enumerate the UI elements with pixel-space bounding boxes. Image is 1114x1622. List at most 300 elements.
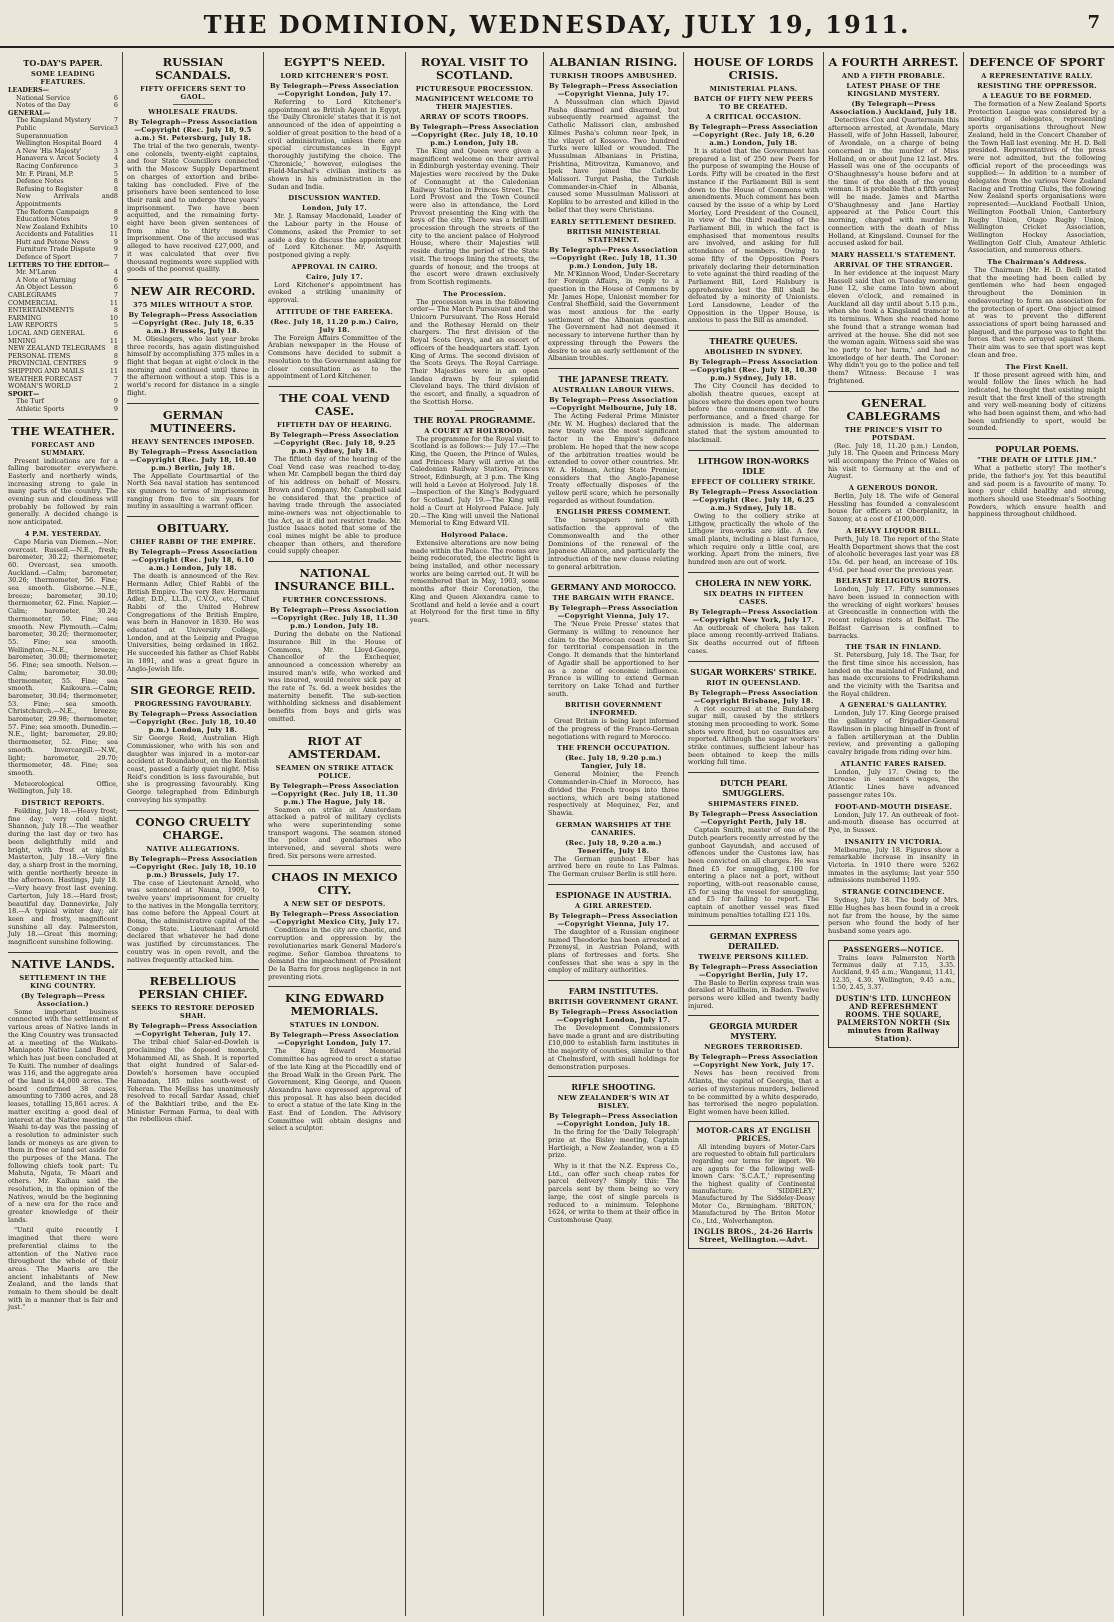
lithgow-sub: EFFECT OF COLLIERY STRIKE. — [691, 477, 816, 486]
egypt-source: By Telegraph—Press Association—Copyright London, July 17. — [270, 82, 399, 98]
cablegrams-title: GENERAL CABLEGRAMS — [846, 395, 941, 423]
index-item-page: 9 — [113, 215, 118, 224]
column-8 — [964, 54, 1110, 1614]
reid-sub: PROGRESSING FAVOURABLY. — [134, 700, 252, 709]
persian-body: The tribal chief Salar-ed-Dowleh is proclaiming the deposed monarch, Mohammed Ali, as Shah. It is reported that eight hundred of Salar-ed-Dowleh's horsemen have occupied Hamadan, 185 miles south-west of Teheran. The Mejliss has unanimously resolved to recall Sardar Assad, chief of the Bakhtiari tribe, and the Ex-Minister Ferman Farma, to deal with the rebellious chief. — [127, 1038, 259, 1124]
index-item-label: MINING — [8, 336, 36, 345]
index-item-label: NEW ZEALAND TELEGRAMS — [8, 344, 106, 353]
index-item-label: Hutt and Petone News — [16, 237, 90, 246]
cholera-source: By Telegraph—Press Association—Copyright New York, July 17. — [689, 607, 818, 624]
index-list — [8, 87, 118, 414]
cholera-body: An outbreak of cholera has taken place among recently-arrived Italians. Six deaths occurred out of fifteen cases. — [688, 623, 819, 655]
congo-body: The case of Lieutenant Arnold, who was sentenced at Nauna, 1909, to twelve years' imprisonment for cruelty to the natives in the Mongalla territory, has come before the Appeal Court at Boma, the administrative capital of the Congo State. Lieutenant Arnold declared that whatever he had done was justified by circumstances. The country was in open revolt, and the natives frequently attacked him. — [127, 878, 259, 964]
cairo-source: Cairo, July 17. — [305, 272, 363, 281]
index-item — [8, 406, 118, 414]
index-section-heading: SPORT— — [8, 389, 40, 398]
lithgow-title: LITHGOW IRON-WORKS IDLE — [697, 455, 810, 476]
dutch-source: By Telegraph—Press Association—Copyright Perth, July 18. — [689, 810, 818, 827]
amsterdam-sub: SEAMEN ON STRIKE ATTACK POLICE. — [275, 763, 394, 780]
index-item-label: ENTERTAINMENTS — [8, 306, 74, 315]
royal-sub1: PICTURESQUE PROCESSION. — [415, 85, 534, 93]
royal-sub2: MAGNIFICENT WELCOME TO THEIR MAJESTIES. — [415, 95, 534, 111]
georgia-source: By Telegraph—Press Association—Copyright New York, July 17. — [689, 1053, 818, 1070]
warships-title: GERMAN WARSHIPS AT THE CANARIES. — [555, 820, 672, 837]
rifle-source: By Telegraph—Press Association—Copyright London, July 18. — [549, 1112, 678, 1129]
motor-advert — [688, 1121, 819, 1249]
index-item-page: 11 — [109, 366, 118, 375]
fourth-title: A FOURTH ARREST. — [828, 55, 959, 69]
dutch-title: DUTCH PEARL SMUGGLERS. — [719, 778, 788, 799]
japanese-body: The Acting Federal Prime Minister (Mr. W. M. Hughes) declared that the new treaty was the most significant factor in the Empire's defence problem. He hoped that the new scope of the arbitration treaties would be extended to cover other countries. Mr. W. A. Holman, Acting State Premier, considers that the Anglo-Japanese Treaty effectually disposes of the yellow peril scare, which he personally regarded as without foundation. — [548, 411, 679, 505]
warships-source: (Rec. July 18, 9.20 a.m.) Teneriffe, July 18. — [565, 838, 662, 855]
albanian-sub: TURKISH TROOPS AMBUSHED. — [550, 72, 677, 80]
index-item-label: The Turf — [16, 397, 44, 406]
index-item-page: 8 — [113, 344, 118, 353]
cablegram-heading: FOOT-AND-MOUTH DISEASE. — [834, 802, 953, 811]
russian-body: The trial of the two generals, twenty-one colonels, twenty-eight captains, and four State Councillors connected with the Moscow Supply Department on charges of extortion and bribe-taking has concluded. Five of the prisoners have been sentenced to lose their rank and to undergo three years' imprisonment. Two have been acquitted, and the remaining forty-eight have been given sentences of from nine to thirty months' imprisonment. One of the accused was alleged to have received £27,000, and it was calculated that over five thousand regiments were supplied with goods of the poorest quality. — [127, 142, 259, 274]
persian-source: By Telegraph—Press Association—Copyright Teheran, July 17. — [128, 1022, 258, 1039]
royal-proc: The procession was in the following order— The March Pursuivant and the Unicorn Pursuivant. The Ross Herald and the Rothesay Herald on their chargers. The first division of the Royal Scots Greys, and an escort of officers of the headquarters staff. Lyon King of Arms. The second division of the Scots Greys. The Royal Carriage. Their Majesties were in an open landau drawn by four splendid Cleveland bays. The third division of the escort, and finally, a squadron of the Scottish Horse. — [410, 297, 539, 406]
cablegram-heading: ATLANTIC FARES RAISED. — [840, 759, 947, 768]
column-3 — [264, 54, 405, 1614]
passengers-title: PASSENGERS—NOTICE. — [843, 944, 944, 954]
defence-chairman-head: The Chairman's Address. — [987, 258, 1087, 267]
cablegram-body: London, July 17. Owing to the increase in seamen's wages, the Atlantic Lines have advanced passenger rates 10s. — [828, 767, 959, 799]
egypt-title: EGYPT'S NEED. — [283, 55, 386, 69]
fareeka-body: The Foreign Affairs Committee of the Arabian newspaper in the House of Commons have decided to submit a resolution to the Government asking for closer consultation as to the appointment of Lord Kitchener. — [268, 333, 401, 381]
air-title: NEW AIR RECORD. — [130, 283, 256, 298]
passengers-body: Trains leave Palmerston North Terminus daily at 7.15, 3.35. Auckland, 9.45 a.m.; Wanganui, 11.41, 12.35, 4.30. Wellington, 9.45 a.m., 1.50, 2.45, 3.37. — [832, 954, 955, 992]
amsterdam-body: Seamen on strike at Amsterdam attacked a patrol of military cyclists who were superintending some transport wagons. The seamen stoned the police and gendarmes who intervened, and several shots were fired. Six persons were arrested. — [268, 805, 401, 860]
index-item-label: Mr. M'Laren — [16, 268, 57, 277]
theatre-source: By Telegraph—Press Association—Copyright (Rec. July 18, 10.30 p.m.) Sydney, July 18. — [689, 358, 818, 383]
cablegram-body: London, July 17. An outbreak of foot-and-mouth disease has occurred at Pye, in Sussex. — [828, 810, 959, 834]
motor-body: All intending buyers of Motor-Cars are requested to obtain full particulars regarding our terms for import. We are agents for the following well-known Cars: 'S.C.A.T.,' representing the highest quality of Continental manufacture. 'SIDDELEY,' Manufactured by The Siddeley-Deasy Motor Co., Birmingham. 'BRITON,' Manufactured by The Briton Motor Co., Ltd., Wolverhampton. — [692, 1143, 815, 1225]
insurance-sub: FURTHER CONCESSIONS. — [282, 596, 387, 605]
air-body: M. Olieslagers, who last year broke three records, has again distinguished himself by accomplishing 375 miles in a flight that began at eight o'clock in the morning and continued until three in the afternoon without a stop. This is a world's record for distance in a single flight. — [127, 334, 259, 397]
mutineers-source: By Telegraph—Press Association—Copyright (Rec. July 18, 10.40 p.m.) Berlin, July 18. — [128, 447, 258, 472]
district-head: DISTRICT REPORTS. — [21, 799, 105, 808]
mexico-sub: A NEW SET OF DESPOTS. — [283, 900, 386, 909]
index-item-page: 9 — [113, 359, 118, 368]
index-item-page: 7 — [113, 253, 118, 262]
air-source: By Telegraph—Press Association—Copyright (Rec. July 18, 6.35 a.m.) Brussels, July 18. — [128, 310, 258, 335]
fourth-source: (By Telegraph—Press Association.) Auckland, July 18. — [829, 100, 958, 116]
index-subtitle: SOME LEADING FEATURES. — [31, 70, 95, 86]
royal-prog-sub: A COURT AT HOLYROOD. — [424, 426, 525, 435]
column-6 — [684, 54, 823, 1614]
index-item-label: CABLEGRAMS — [8, 291, 57, 300]
weather-report: Cape Maria van Diemen.—Nor. overcast. Russell.—N.E., fresh; barometer, 30.22; thermometer, 60. Overcast, sea smooth. Auckland.—Calm; barometer, 30.26; thermometer, 56. Fine; sea smooth. Gisborne.—N.E., breeze; barometer, 30.10; thermometer, 62. Fine. Napier.—Calm; barometer, 30.24; thermometer, 59. Fine; sea smooth. New Plymouth.—Calm; barometer, 30.20; thermometer, 55. Fine; sea smooth. Wellington.—N.E., breeze; barometer, 30.08; thermometer, 56. Fine; sea smooth. Nelson.—Calm; barometer, 30.00; thermometer, 55. Fine; sea smooth. Kaikoura.—Calm; barometer, 30.04; thermometer, 53. Fine; sea smooth. Christchurch.—N.E., breeze; barometer, 29.98; thermometer, 57. Fine; sea smooth. Dunedin.—N.E., light; barometer, 29.80; thermometer, 52. Fine; sea smooth. Invercargill.—N.W., light; barometer, 29.70; thermometer, 48. Fine; sea smooth. — [8, 537, 118, 777]
espionage-body: The daughter of a Russian engineer named Theodorke has been arrested at Przemysl, in Austrian Poland, with plans of fortresses and forts. She confesses that she was a spy in the employ of military authorities. — [548, 927, 679, 975]
express-source: By Telegraph—Press Association—Copyright Berlin, July 17. — [689, 962, 818, 979]
defence-sub1: A REPRESENTATIVE RALLY. — [981, 72, 1093, 80]
index-item-page: 6 — [113, 283, 118, 292]
poem-body: What a pathetic story! The mother's pride, the father's joy. Yet this beautiful and sad poem is a favourite of many. To keep your child healthy and strong, mothers should use Steedman's Soothing Powders, which ensure health and happiness throughout childhood. — [968, 464, 1106, 519]
index-item-label: COMMERCIAL — [8, 298, 57, 307]
insurance-body: During the debate on the National Insurance Bill in the House of Commons, Mr. Lloyd-George, Chancellor of the Exchequer, announced a concession whereby an insured man's wife, who worked and was insured, would receive sick pay at the rate of 7s. 6d. a week besides the maternity benefit. The sub-section withholding sickness and disablement benefits from boys and girls was omitted. — [268, 630, 401, 723]
index-item-page: 8 — [113, 184, 118, 193]
farm-title: FARM INSTITUTES. — [568, 986, 659, 997]
index-item-label: WEATHER FORECAST — [8, 374, 83, 383]
weather-title: THE WEATHER. — [11, 423, 115, 438]
weather-report-head: 4 P.M. YESTERDAY. — [24, 529, 102, 538]
index-item-label: Notes of the Day — [16, 101, 71, 110]
french-body: General Moinier, the French Commander-in-Chief in Morocco, has divided the French troops into three sections, which are being stationed respectively at Mequinez, Fez, and Shawia. — [548, 770, 679, 817]
insurance-title: NATIONAL INSURANCE BILL. — [274, 566, 395, 594]
cairo-body: Lord Kitchener's appointment has evoked a striking unanimity of approval. — [268, 280, 401, 305]
amsterdam-title: RIOT AT AMSTERDAM. — [288, 733, 381, 761]
fourth-arr-head: ARRIVAL OF THE STRANGER. — [834, 260, 953, 269]
edward-title: KING EDWARD MEMORIALS. — [284, 991, 385, 1019]
persian-title: REBELLIOUS PERSIAN CHIEF. — [138, 974, 248, 1002]
cablegram-body: London, July 17. Fifty summonses have been issued in connection with the wrecking of eight workers' houses at Greencastle in connection with the recent religious riots at Belfast. The Belfast Garrison is confined to barracks. — [828, 585, 959, 640]
cablegram-heading: THE PRINCE'S VISIT TO POTSDAM. — [844, 425, 943, 442]
index-item-page: 9 — [113, 404, 118, 413]
japanese-sub: AUSTRALIAN LABOUR VIEWS. — [552, 385, 675, 394]
page-number: 7 — [1087, 12, 1100, 33]
index-item-page: 6 — [113, 101, 118, 110]
index-item-page: 11 — [109, 230, 118, 239]
express-body: The Basle to Berlin express train was derailed at Mullheim, in Baden. Twelve persons were killed and twenty badly injured. — [688, 978, 819, 1010]
cablegram-body: Berlin, July 18. The wife of General Hessling has founded a convalescent house for officers at Oberplanitz, in Saxony, at a cost of £100,000. — [828, 492, 959, 524]
index-item-label: LOCAL AND GENERAL — [8, 329, 85, 337]
index-item-label: Public Service Superannuation — [16, 123, 114, 140]
index-item-label: SHIPPING AND MAILS — [8, 366, 84, 375]
sugar-sub: RIOT IN QUEENSLAND. — [706, 678, 801, 687]
index-item-label: Athletic Sports — [16, 404, 65, 413]
cablegram-heading: THE TSAR IN FINLAND. — [845, 643, 942, 652]
index-item-page: 6 — [113, 329, 118, 337]
mexico-title: CHAOS IN MEXICO CITY. — [271, 870, 398, 898]
lords-sub2: BATCH OF FIFTY NEW PEERS TO BE CREATED. — [693, 95, 814, 111]
mutineers-body: The Appellate Courtmartial of the North Sea naval station has sentenced six gunners to terms of imprisonment ranging from five to six years for mutiny in assaulting a warrant officer. — [127, 471, 259, 511]
motor-signature: INGLIS BROS., 24-26 Harris Street, Wellington.—Advt. — [693, 1227, 814, 1245]
japanese-title: THE JAPANESE TREATY. — [558, 373, 669, 384]
dutch-sub: SHIPMASTERS FINED. — [708, 800, 799, 809]
index-section-heading: LETTERS TO THE EDITOR— — [8, 260, 110, 269]
fourth-body: Detectives Cox and Quartermain this afternoon arrested, at Avondale, Mary Hassell, wife of John Hassell, labourer, of Avondale, on a charge of being concerned in the murder of Miss Holland, on or about June 12 last. Mrs. Hassell was one of the occupants of O'Shaughnessy's house before and at the time of the death of the young woman. It is probable that a fifth arrest will be made. James and Martha O'Shaughnessy and Jane Hartley appeared at the Police Court this morning, charged with murder in connection with the death of Miss Holland, at Kingsland. Counsel for the accused asked for bail. — [828, 116, 959, 248]
index-item-page: 6 — [113, 275, 118, 284]
index-item-label: An Object Lesson — [16, 283, 73, 292]
espionage-source: By Telegraph—Press Association—Copyright Vienna, July 17. — [549, 911, 678, 928]
index-item-page: 10 — [109, 313, 118, 322]
index-section-heading: GENERAL— — [8, 108, 51, 117]
cablegram-body: (Rec. July 18, 11.20 p.m.) London, July 18. The Queen and Princess Mary will accompany the Prince of Wales on his visit to Germany at the end of August. — [828, 441, 959, 481]
japanese-source: By Telegraph—Press Association—Copyright Melbourne, July 18. — [549, 395, 678, 412]
georgia-sub: NEGROES TERRORISED. — [704, 1043, 803, 1052]
index-section-heading: LEADERS— — [8, 86, 50, 94]
edward-sub: STATUES IN LONDON. — [289, 1021, 380, 1030]
index-item-page: 5 — [113, 321, 118, 330]
settlement-body: Mr. M'Kinnon Wood, Under-Secretary for Foreign Affairs, in reply to a question in the House of Commons by Mr. James Hope, Unionist member for Central Sheffield, said the Government was most anxious for the early settlement of the Albanian question. The Government had not deemed it necessary to intervene further than by expressing through the Powers the desire to see an early settlement of the Albanian troubles. — [548, 269, 679, 363]
morocco-title: GERMANY AND MOROCCO. — [550, 582, 677, 593]
congo-sub: NATIVE ALLEGATIONS. — [146, 844, 240, 853]
sugar-source: By Telegraph—Press Association—Copyright Brisbane, July 18. — [689, 688, 818, 705]
column-5 — [544, 54, 683, 1614]
index-item-label: The Kingsland Mystery — [16, 116, 92, 125]
albanian-title: ALBANIAN RISING. — [549, 55, 678, 69]
obituary-title: OBITUARY. — [156, 521, 230, 536]
lithgow-body: Owing to the colliery strike at Lithgow, practically the whole of the Lithgow iron-works are idle. A few small plants, including a blast furnace, which require only a little coal, are working. Apart from the miners, five hundred men are out of work. — [688, 511, 819, 567]
index-item-page: 4 — [113, 154, 118, 163]
index-item-label: National Service — [16, 93, 71, 102]
russian-source: By Telegraph—Press Association—Copyright (Rec. July 18, 9.5 a.m.) St. Petersburg, July 18. — [128, 118, 258, 142]
defence-sub3: A LEAGUE TO BE FORMED. — [982, 92, 1092, 100]
georgia-title: GEORGIA MURDER MYSTERY. — [709, 1021, 798, 1042]
theatre-body: The City Council has decided to abolish theatre queues, except at places where the doors open two hours before the commencement of the performance, and a fixed charge for admission is made. The alderman stated that the system amounted to blackmail. — [688, 382, 819, 445]
obituary-sub: CHIEF RABBI OF THE EMPIRE. — [130, 538, 256, 547]
native-subtitle: SETTLEMENT IN THE KING COUNTRY. — [19, 973, 107, 990]
defence-first: If those present agreed with him, and would follow the lines which he had indicated, he thought that existing might result that the first knell of the strength and very well-meaning body of citizens who had been against them, and who had been unfriendly to sport, would be sounded. — [968, 370, 1106, 433]
rifle-title: RIFLE SHOOTING. — [571, 1082, 656, 1093]
index-item-page: 3 — [113, 123, 118, 132]
espionage-title: ESPIONAGE IN AUSTRIA. — [555, 889, 672, 900]
passengers-advert — [828, 940, 959, 1048]
egypt-sub: LORD KITCHENER'S POST. — [280, 72, 389, 80]
poems-title: POPULAR POEMS. — [995, 444, 1079, 455]
fourth-sub1: AND A FIFTH PROBABLE. — [841, 72, 946, 80]
native-foot: "Until quite recently I imagined that there were preferential claims to the attention of the Native race throughout the whole of their areas. The Maoris are the ancient inhabitants of New Zealand, and the lands that remain to them should be dealt with in a manner that is fair and just." — [8, 1226, 118, 1312]
index-item-page: 9 — [113, 245, 118, 254]
index-item-label: FARMING — [8, 313, 42, 322]
congo-title: CONGO CRUELTY CHARGE. — [135, 814, 251, 842]
morocco-govt-head: BRITISH GOVERNMENT INFORMED. — [565, 701, 662, 718]
index-item-page: 8 — [113, 207, 118, 216]
cablegram-body: St. Petersburg, July 18. The Tsar, for the first time since his accession, has landed on the mainland of Finland, and has made excursions to Fredrikshamn and the vicinity with the Tsaritsa and the Royal children. — [828, 651, 959, 698]
native-body: Some important business connected with the settlement of various areas of Native lands in the King Country was transacted at a meeting of the Waikato-Maniapoto Native Land Board, which has just been concluded at Te Kuiti. The number of dealings was 116, and the aggregate area of the land is 44,000 acres. The board confirmed 38 cases, amounting to 7300 acres, and 28 leases, totalling 15,861 acres. A matter exciting a good deal of interest at the Native meeting at Waahi to-day was the passing of a resolution to administer such lands or moneys as are given to them in free or land set aside for the purposes of the Mana. The following chiefs took part: Tu Mahuta, Ngata, Te Maari and others. Mr. Kaihau said the resolution, in the opinion of the Natives, would be the beginning of a new era for the race and greater knowledge of their lands. — [8, 1007, 118, 1224]
espionage-sub: A GIRL ARRESTED. — [575, 901, 652, 910]
cablegram-body: Sydney, July 18. The body of Mrs. Ellie Hughes has been found in a creek not far from the house, by the same person who found the body of her husband some years ago. — [828, 896, 959, 935]
index-item-label: LAW REPORTS — [8, 321, 58, 330]
morocco-govt: Great Britain is being kept informed of the progress of the Franco-German negotiations with regard to Morocco. — [548, 717, 679, 741]
index-title: TO-DAY'S PAPER. — [23, 58, 103, 68]
defence-first-head: The First Knell. — [1005, 362, 1069, 371]
fourth-arr: In her evidence at the inquest Mary Hassell said that on Tuesday morning, June 12, she came into town about eleven o'clock, and remained in Auckland all day until about 5.15 p.m., when she took a Kingsland tramcar to its terminus. When she reached home she found that a strange woman had arrived at the house. She did not see the woman again. Witness said she was 'no party to her harm,' and had no knowledge of her death. The Coroner: Why didn't you go to the police and tell them? Witness: Because I was frightened. — [828, 268, 959, 385]
rifle-body: In the firing for the 'Daily Telegraph' prize at the Bisley meeting, Captain Hartleigh, a New Zealander, won a £5 prize. — [548, 1128, 679, 1160]
royal-sub3: ARRAY OF SCOTS TROOPS. — [420, 113, 529, 121]
amsterdam-source: By Telegraph—Press Association—Copyright (Rec. July 18, 11.30 p.m.) The Hague, July 18. — [270, 781, 399, 806]
royal-hol: Extensive alterations are now being made within the Palace. The rooms are being redecorated, the electric light is being installed, and other necessary works are being carried out. It will be remembered that in May, 1903, some months after their Coronation, the King and Queen Alexandra came to Scotland and held a levée and a court at Holyrood for the first time in fifty years. — [410, 538, 539, 624]
defence-sub2: RESISTING THE OPPRESSOR. — [977, 82, 1097, 90]
morocco-body: The 'Neue Freie Presse' states that Germany is willing to renounce her claim to the Moroccan coast in return for territorial compensation in the Congo. It demands that the hinterland of Agadir shall be apportioned to her as a zone of economic influence. France is willing to extend German territory on Lake Tchad and further south. — [548, 620, 679, 698]
lords-body: It is stated that the Government has prepared a list of 250 new Peers for the purpose of swamping the House of Lords. Fifty will be created in the first instance if the Parliament Bill is sent down to the House of Commons with amendments. Much comment has been caused by the issue of a whip by Lord Morley, Lord President of the Council, in view of the third reading of the Parliament Bill, in which the fact is emphasised that momentous results are involved, and asking for full attendance of members. Owing to some fifty of the Opposition Peers privately declaring their determination to vote against the third reading of the Parliament Bill, Lord Halsbury is apprehensive lest the Bill shall be defeated by a minority of Unionists. Lord Lansdowne, Leader of the Opposition in the Upper House, is anxious to pass the Bill as amended. — [688, 147, 819, 325]
masthead — [0, 8, 1114, 48]
discussion-title: DISCUSSION WANTED. — [288, 194, 381, 203]
royal-source: By Telegraph—Press Association—Copyright (Rec. July 18, 10.10 p.m.) London, July 18. — [410, 123, 539, 147]
index-item-label: Wellington Hospital Board — [16, 139, 102, 148]
index-item — [8, 125, 118, 140]
cablegram-heading: A GENERAL'S GALLANTRY. — [839, 701, 948, 710]
index-item-label: Furniture Trade Dispute — [16, 245, 96, 254]
rifle-sub: NEW ZEALANDER'S WIN AT BISLEY. — [557, 1094, 670, 1111]
dutch-body: Captain Smith, master of one of the Dutch pearlers recently arrested by the gunboat Gayundah, and accused of offences under the Customs law, has been convicted on all charges. He was fined £5 for smuggling, £100 for entering a place not a port, without reporting, with-out reasonable cause, £5 for using the vessel for smuggling, and £5 for failing to report. The captain of another vessel was fixed minimum penalties totalling £21 10s. — [688, 826, 819, 919]
russian-sub1: FIFTY OFFICERS SENT TO GAOL. — [140, 85, 246, 101]
persian-sub: SEEKS TO RESTORE DEPOSED SHAH. — [131, 1004, 255, 1021]
index-item-label: WOMAN'S WORLD — [8, 382, 71, 391]
index-item-page: 5 — [113, 169, 118, 178]
obituary-source: By Telegraph—Press Association—Copyright (Rec. July 18, 6.10 a.m.) London, July 18. — [128, 548, 258, 573]
farm-body: The Development Commissioners have made a grant and are distributing £10,000 to establish farm institutes in the majority of counties, similar to that at Chelmsford, with small holdings for demonstration purposes. — [548, 1024, 679, 1071]
native-title: NATIVE LANDS. — [11, 956, 115, 971]
weather-body: Present indications are for a falling barometer everywhere. Easterly and northerly winds, increasing strong to gale in many parts of the country. The evening sun and cloudiness will probably be followed by rain generally. A decided change is now anticipated. — [8, 456, 118, 527]
weather-met: Meteorological Office, Wellington, July 18. — [8, 779, 118, 796]
discussion-body: Mr. J. Ramsay Macdonald, Leader of the Labour party in the House of Commons, asked the Premier to set aside a day to discuss the appointment of Lord Kitchener. Mr. Asquith postponed giving a reply. — [268, 212, 401, 259]
warships-body: The German gunboat Eber has arrived here en route to Las Palmas. The German cruiser Berlin is still here. — [548, 854, 679, 879]
georgia-body: News has been received from Atlanta, the capital of Georgia, that a series of mysterious murders, believed to be committed by a white desperado, has terrorised the negro population. Eight women have been killed. — [688, 1069, 819, 1116]
reid-source: By Telegraph—Press Association—Copyright (Rec. July 18, 10.40 p.m.) London, July 18. — [128, 710, 258, 735]
fourth-sub3: MARY HASSELL'S STATEMENT. — [831, 250, 956, 259]
edward-body: The King Edward Memorial Committee has agreed to erect a statue of the late King at the Piccadilly end of the Broad Walk in the Green Park. The Government, King George, and Queen Alexandra have expressed approval of this proposal. It has also been decided to erect a statue of the late King in the East End of London. The Advisory Committee will obtain designs and select a sculptor. — [268, 1047, 401, 1133]
rifle-foot: Why is it that the N.Z. Express Co., Ltd., can offer such cheap rates for parcel delivery? Simply this: The parcels sent by them being so very large, the cost of single parcels is reduced to a minimum. Telephone 1624, or write to them at their office in Customhouse Quay. — [548, 1162, 679, 1224]
mutineers-title: GERMAN MUTINEERS. — [149, 407, 237, 435]
egypt-body: Referring to Lord Kitchener's appointment as British Agent in Egypt, the 'Daily Chronicle' states that it is not announced of the idea of appointing a soldier of great position to the head of a civil administration, unless there are special circumstances in Egypt thoroughly justifying the choice. The 'Chronicle,' however, eulogises the Field-Marshal's civilian instincts as shown in his administration in the Sudan and India. — [268, 98, 401, 191]
fareeka-title: ATTITUDE OF THE FAREEKA. — [275, 307, 394, 316]
index-item-label: Refusing to Register — [16, 184, 83, 193]
cablegram-body: London, July 17. King George praised the gallantry of Brigadier-General Rawlinson in placing himself in front of a fallen artilleryman at the Dublin review, and preventing a galloping cavalry brigade from riding over him. — [828, 709, 959, 756]
settlement-sub: BRITISH MINISTERIAL STATEMENT. — [566, 227, 661, 244]
index-item-label: The Reform Campaign — [16, 207, 90, 216]
district-reports: Feilding, July 18.—Heavy frost; fine day; very cold night. Shannon, July 18.—The weather during the last day or two has been delightfully mild and bright, with frost at nights. Masterton, July 18.—Very fine day, a sharp frost in the morning, with gentle northerly breeze in the afternoon. Hastings, July 18.—Very heavy frost last evening. Carterton, July 18.—Hard frost; beautiful day. Dannevirke, July 18.—A typical winter day; air keen and frosty, magnificent sunshine all day. Palmerston, July 18.—Great this morning; magnificent sunshine following. — [8, 807, 118, 947]
cablegram-heading: STRANGE COINCIDENCE. — [841, 888, 946, 897]
mutineers-sub: HEAVY SENTENCES IMPOSED. — [131, 437, 255, 446]
defence-chairman: The Chairman (Mr. H. D. Bell) stated that the meeting had been called by gentlemen who had been engaged throughout the Dominion in endeavouring to form an association for the protection of sport. One object aimed at was to prevent the different associations of sport being harassed and plagued, and the purpose was to fight the forces that were arrayed against them. Their aim was to see that sport was kept clean and free. — [968, 266, 1106, 359]
column-1 — [4, 54, 122, 1614]
french-source: (Rec. July 18, 9.20 p.m.) Tangier, July 18. — [565, 754, 662, 771]
index-item-page: 7 — [113, 291, 118, 300]
vend-body: The fiftieth day of the hearing of the Coal Vend case was reached to-day, when Mr. Campbell began the third day of his address on behalf of Messrs. Brown and Company. Mr. Campbell said he considered that the practice of having trade through the associated mine-owners was not objectionable to the Act, as it did not restrict trade. Mr. Justice Isaacs noted that some of the coal mines might be able to produce cheaper than others, and therefore could supply cheaper. — [268, 454, 401, 556]
index-item-page: 9 — [113, 237, 118, 246]
index-item-page: 11 — [109, 298, 118, 307]
cablegram-heading: INSANITY IN VICTORIA. — [844, 837, 943, 846]
morocco-source: By Telegraph—Press Association—Copyright Vienna, July 17. — [549, 604, 678, 621]
albanian-body: A Mussulman clan which Djavid Pasha disarmed and disarmed, but subsequently rearmed against the Catholic Malissori clan, ambushed Kilmes Pasha's column near Ipek, in the vilayet of Kossovo. Two hundred Turks were killed or wounded. The Mussulman Albanians in Pristina, Prishtina, Mitrovitza, Kumanovo, and Ipek have joined the Catholic Malissori. Turgut Pasha, the Turkish Commander-in-Chief in Albania, caused some Mussulman Malissori at Kopliku to be arrested and killed in the belief that they were Christians. — [548, 98, 679, 214]
royal-prog-head: THE ROYAL PROGRAMME. — [413, 414, 536, 425]
index-item-page: 4 — [113, 268, 118, 277]
cholera-title: CHOLERA IN NEW YORK. — [695, 577, 812, 588]
index-item-page: 8 — [113, 306, 118, 315]
index-item-page: 6 — [113, 93, 118, 102]
congo-source: By Telegraph—Press Association—Copyright (Rec. July 18, 10.10 p.m.) Brussels, July 17. — [128, 854, 258, 879]
japanese-press: The newspapers note with satisfaction the approval of the Commonwealth and the other Dominions of the renewal of the Japanese Alliance, and particularly the introduction of the new clause relating to general arbitration. — [548, 516, 679, 571]
lords-title: HOUSE OF LORDS CRISIS. — [693, 55, 814, 82]
index-item-page: 10 — [109, 222, 118, 231]
royal-prog: The programme for the Royal visit to Scotland is as follows:— July 17.—The King, the Queen, the Prince of Wales, and Princess Mary will arrive at the Caledonian Railway Station, Princes Street, Edinburgh, at 3 p.m. The King will hold a Levée at Holyrood. July 18.—Inspection of the King's Bodyguard for Scotland. July 19.—The King will hold a Court at Holyrood Palace. July 20.—The King will unveil the National Memorial to King Edward VII. — [410, 434, 539, 528]
royal-proc-head: The Procession. — [442, 289, 507, 298]
lithgow-source: By Telegraph—Press Association—Copyright (Rec. July 18, 6.25 a.m.) Sydney, July 18. — [689, 487, 818, 512]
mexico-body: Conditions in the city are chaotic, and corruption and oppression by the revolutionaries mark General Madero's regime. Señor Gamboa threatens to demand the impeachment of President De la Barra for gross negligence in not preventing riots. — [268, 926, 401, 981]
index-item-page: 3 — [113, 146, 118, 155]
theatre-sub: ABOLISHED IN SYDNEY. — [704, 348, 803, 357]
index-item-label: Defence of Sport — [16, 253, 71, 262]
index-item-page: 4 — [113, 139, 118, 148]
lords-sub3: A CRITICAL OCCASION. — [705, 113, 802, 121]
air-sub: 375 MILES WITHOUT A STOP. — [133, 300, 253, 309]
mexico-source: By Telegraph—Press Association—Copyright Mexico City, July 17. — [269, 910, 400, 927]
cablegram-heading: BELFAST RELIGIOUS RIOTS. — [835, 577, 952, 586]
defence-title: DEFENCE OF SPORT — [969, 55, 1105, 69]
sugar-body: A riot occurred at the Bundaberg sugar mill, caused by the strikers stoning men proceeding to work. Some shots were fired, but no casualties are reported. Although the sugar workers' strike continues, sufficient labour has been obtained to keep the mills working full time. — [688, 704, 819, 767]
index-item-page: 7 — [113, 374, 118, 383]
settlement-title: EARLY SETTLEMENT DESIRED. — [550, 217, 677, 226]
royal-hol-head: Holyrood Palace. — [440, 530, 509, 539]
vend-title: THE COAL VEND CASE. — [279, 390, 390, 418]
cablegram-body: Perth, July 18. The report of the State Health Department shows that the cost of alcoholic beverages last year was £8 15s. 6d. per head, an increase of 10s. 4½d. per head over the previous year. — [828, 534, 959, 574]
column-4 — [406, 54, 543, 1614]
poem-title: "THE DEATH OF LITTLE JIM." — [977, 456, 1097, 465]
japanese-press-head: ENGLISH PRESS COMMENT. — [556, 508, 671, 517]
index-item-label: Accidents and Fatalities — [16, 230, 94, 239]
cablegrams-list — [828, 426, 959, 936]
column-7 — [824, 54, 963, 1614]
index-item-label: PERSONAL ITEMS — [8, 351, 71, 360]
settlement-source: By Telegraph—Press Association—Copyright (Rec. July 18, 11.30 p.m.) London, July 18. — [549, 245, 678, 270]
cablegram-heading: A GENEROUS DONOR. — [848, 484, 939, 493]
vend-source: By Telegraph—Press Association—Copyright (Rec. July 18, 9.25 p.m.) Sydney, July 18. — [270, 430, 399, 455]
reid-body: Sir George Reid, Australian High Commissioner, who with his son and daughter was injured in a motor-car accident at Roundabout, on the Kentish coast, passed a fairly quiet night. Miss Reid's condition is less favourable, but she is progressing favourably. King George telegraphed from Edinburgh conveying his sympathy. — [127, 734, 259, 804]
morocco-sub: THE BARGAIN WITH FRANCE. — [552, 594, 675, 603]
dustins-advert: DUSTIN'S LTD. LUNCHEON AND REFRESHMENT ROOMS. THE SQUARE, PALMERSTON NORTH (Six minutes from Railway Station). — [835, 993, 952, 1043]
masthead-title: THE DOMINION, WEDNESDAY, JULY 19, 1911. — [203, 10, 911, 39]
index-item — [8, 193, 118, 208]
lords-source: By Telegraph—Press Association—Copyright (Rec. July 18, 6.20 a.m.) London, July 18. — [689, 123, 818, 147]
cablegram-heading: A HEAVY LIQUOR BILL. — [846, 526, 941, 535]
native-source: (By Telegraph—Press Association.) — [21, 991, 105, 1008]
index-item-page: 8 — [113, 192, 118, 201]
russian-title: RUSSIAN SCANDALS. — [155, 55, 231, 82]
farm-source: By Telegraph—Press Association—Copyright London, July 17. — [549, 1008, 678, 1025]
index-item-page: 11 — [109, 336, 118, 345]
index-item-label: New Zealand Exhibits — [16, 222, 88, 231]
index-item-label: A New 'His Majesty' — [16, 146, 82, 155]
fourth-sub2: LATEST PHASE OF THE KINGSLAND MYSTERY. — [846, 82, 941, 98]
farm-sub: BRITISH GOVERNMENT GRANT. — [548, 998, 679, 1007]
french-title: THE FRENCH OCCUPATION. — [557, 744, 670, 753]
index-item-label: Mr. F. Pirani, M.P. — [16, 169, 74, 178]
index-item-label: Education Notes — [16, 215, 70, 224]
lords-sub1: MINISTERIAL PLANS. — [709, 85, 798, 93]
index-item-label: Defence Notes — [16, 177, 64, 186]
index-item-label: Racing Conference — [16, 161, 78, 170]
index-item-page: 8 — [113, 351, 118, 360]
index-item-label: New Arrivals and Appointments — [16, 192, 114, 208]
reid-title: SIR GEORGE REID. — [130, 683, 256, 698]
royal-title: ROYAL VISIT TO SCOTLAND. — [420, 55, 529, 82]
insurance-source: By Telegraph—Press Association—Copyright (Rec. July 18, 11.30 p.m.) London, July 18. — [270, 606, 399, 631]
index-item-page: 7 — [113, 116, 118, 125]
express-title: GERMAN EXPRESS DERAILED. — [709, 930, 798, 951]
motor-title: MOTOR-CARS AT ENGLISH PRICES. — [696, 1125, 811, 1143]
edward-source: By Telegraph—Press Association—Copyright London, July 17. — [270, 1031, 399, 1048]
obituary-body: The death is announced of the Rev. Hermann Adler, Chief Rabbi of the British Empire. The very Rev. Hermann Adler, D.D., LL.D., C.V.O., etc., Chief Rabbi of the United Hebrew Congregations of the British Empire, was born in Hanover in 1839. He was educated at University College, London, and at the Leipzig and Prague Universities, being ordained in 1862. He succeeded his father as Chief Rabbi in 1891, and was a great figure in Anglo-Jewish life. — [127, 572, 259, 673]
express-sub: TWELVE PERSONS KILLED. — [698, 952, 809, 961]
albanian-source: By Telegraph—Press Association—Copyright Vienna, July 17. — [549, 82, 678, 98]
defence-body: The formation of a New Zealand Sports Protection League was considered by a meeting of delegates, representing sports organisations throughout New Zealand, held in the Concert Chamber of the Town Hall last evening. Mr. H. D. Bell presided. Representatives of the press were not admitted, but the following official report of the proceedings was supplied:— In addition to a number of delegates from the various New Zealand Racing and Trotting Clubs, the following New Zealand sports organisations were represented:—Auckland Football Union, Wellington Football Union, Canterbury Rugby Union, Otago Rugby Union, Wellington Cricket Association, Wellington Hockey Association, Wellington Golf Club, Amateur Athletic Association, and numerous others. — [968, 100, 1106, 255]
discussion-source: London, July 17. — [301, 204, 368, 213]
cairo-title: APPROVAL IN CAIRO. — [291, 262, 378, 271]
sugar-title: SUGAR WORKERS' STRIKE. — [690, 666, 817, 677]
index-item-label: A Note of Warning — [16, 275, 76, 284]
index-item-page: 3 — [113, 161, 118, 170]
index-item-page: 9 — [113, 397, 118, 406]
index-item-label: PROVINCIAL CENTRES — [8, 359, 87, 368]
theatre-title: THEATRE QUEUES. — [709, 336, 798, 347]
index-item-page: 2 — [113, 382, 118, 391]
fareeka-source: (Rec. July 18, 11.20 p.m.) Cairo, July 18. — [270, 317, 399, 334]
cholera-sub: SIX DEATHS IN FIFTEEN CASES. — [703, 589, 804, 606]
russian-sub2: WHOLESALE FRAUDS. — [148, 108, 238, 116]
index-item-label: Hanavera v. Arcot Society — [16, 154, 101, 163]
